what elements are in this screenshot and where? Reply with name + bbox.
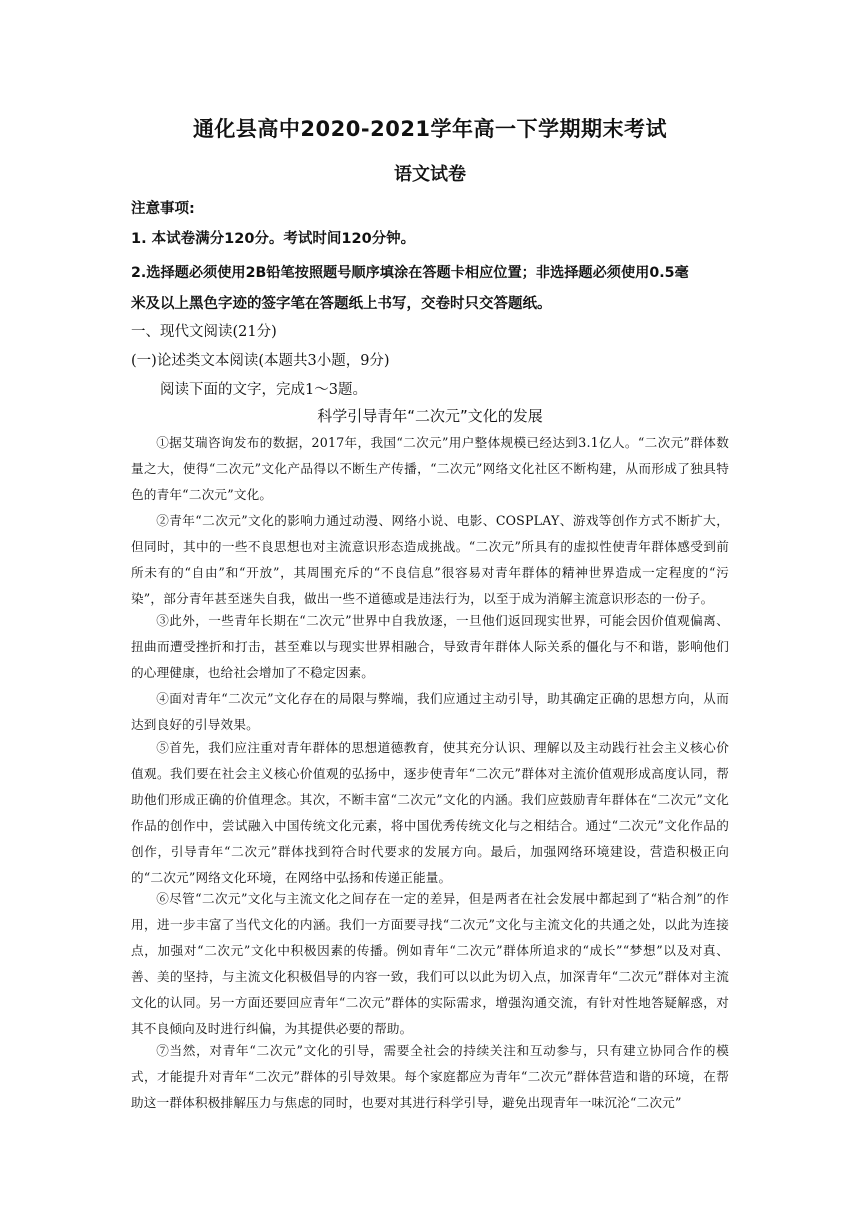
section-heading: 一、现代文阅读(21分) [131, 324, 277, 340]
article-title: 科学引导青年“二次元”文化的发展 [317, 407, 543, 425]
notice-heading: 注意事项: [131, 201, 195, 217]
article-paragraph-1: ①据艾瑞咨询发布的数据，2017年，我国“二次元”用户整体规模已经达到3.1亿人。“二次元”群体数量之大，使得“二次元”文化产品得以不断生产传播，“二次元”网络文化社区不断构建，从而形成了独具特色的青年“二次元”文化。 [131, 435, 729, 502]
article-paragraph-3: ③此外，一些青年长期在“二次元”世界中自我放逐，一旦他们返回现实世界，可能会因价值观偏离、扭曲而遭受挫折和打击，甚至难以与现实世界相融合，导致青年群体人际关系的僵化与不和谐，影响他们的心理健康，也给社会增加了不稳定因素。 [131, 613, 729, 680]
subsection-heading: (一)论述类文本阅读(本题共3小题，9分) [131, 353, 390, 369]
article-paragraph-6: ⑥尽管“二次元”文化与主流文化之间存在一定的差异，但是两者在社会发展中都起到了“粘合剂”的作用，进一步丰富了当代文化的内涵。我们一方面要寻找“二次元”文化与主流文化的共通之处，以此为连接点，加强对“二次元”文化中积极因素的传播。例如青年“二次元”群体所追求的“成长”“梦想”以及对真、善、美的坚持，与主流文化积极倡导的内容一致，我们可以以此为切入点，加深青年“二次元”群体对主流文化的认同。另一方面还要回应青年“二次元”群体的实际需求，增强沟通交流，有针对性地答疑解惑，对其不良倾向及时进行纠偏，为其提供必要的帮助。 [131, 891, 729, 1036]
article-paragraph-2: ②青年“二次元”文化的影响力通过动漫、网络小说、电影、COSPLAY、游戏等创作方式不断扩大，但同时，其中的一些不良思想也对主流意识形态造成挑战。“二次元”所具有的虚拟性使青年群体感受到前所未有的“自由”和“开放”，其周围充斥的“不良信息”很容易对青年群体的精神世界造成一定程度的“污染”，部分青年甚至迷失自我，做出一些不道德或是违法行为，以至于成为消解主流意识形态的一份子。 [131, 513, 729, 606]
article-paragraph-7: ⑦当然，对青年“二次元”文化的引导，需要全社会的持续关注和互动参与，只有建立协同合作的模式，才能提升对青年“二次元”群体的引导效果。每个家庭都应为青年“二次元”群体营造和谐的环境，在帮助这一群体积极排解压力与焦虑的同时，也要对其进行科学引导，避免出现青年一味沉沦“二次元” [131, 1043, 729, 1110]
article-paragraph-5: ⑤首先，我们应注重对青年群体的思想道德教育，使其充分认识、理解以及主动践行社会主义核心价值观。我们要在社会主义核心价值观的弘扬中，逐步使青年“二次元”群体对主流价值观形成高度认同，帮助他们形成正确的价值理念。其次，不断丰富“二次元”文化的内涵。我们应鼓励青年群体在“二次元”文化作品的创作中，尝试融入中国传统文化元素，将中国优秀传统文化与之相结合。通过“二次元”文化作品的创作，引导青年“二次元”群体找到符合时代要求的发展方向。最后，加强网络环境建设，营造积极正向的“二次元”网络文化环境，在网络中弘扬和传递正能量。 [131, 740, 729, 885]
exam-subtitle: 语文试卷 [394, 164, 466, 185]
exam-title: 通化县高中2020-2021学年高一下学期期末考试 [192, 117, 668, 141]
notice-item-2-line-2: 米及以上黑色字迹的签字笔在答题纸上书写，交卷时只交答题纸。 [131, 296, 552, 312]
article-paragraph-4: ④面对青年“二次元”文化存在的局限与弊端，我们应通过主动引导，助其确定正确的思想方向，从而达到良好的引导效果。 [131, 691, 729, 732]
reading-instruction: 阅读下面的文字，完成1～3题。 [160, 382, 367, 398]
notice-item-1: 1. 本试卷满分120分。考试时间120分钟。 [131, 231, 416, 247]
notice-item-2-line-1: 2.选择题必须使用2B铅笔按照题号顺序填涂在答题卡相应位置；非选择题必须使用0.5毫 [131, 265, 689, 281]
